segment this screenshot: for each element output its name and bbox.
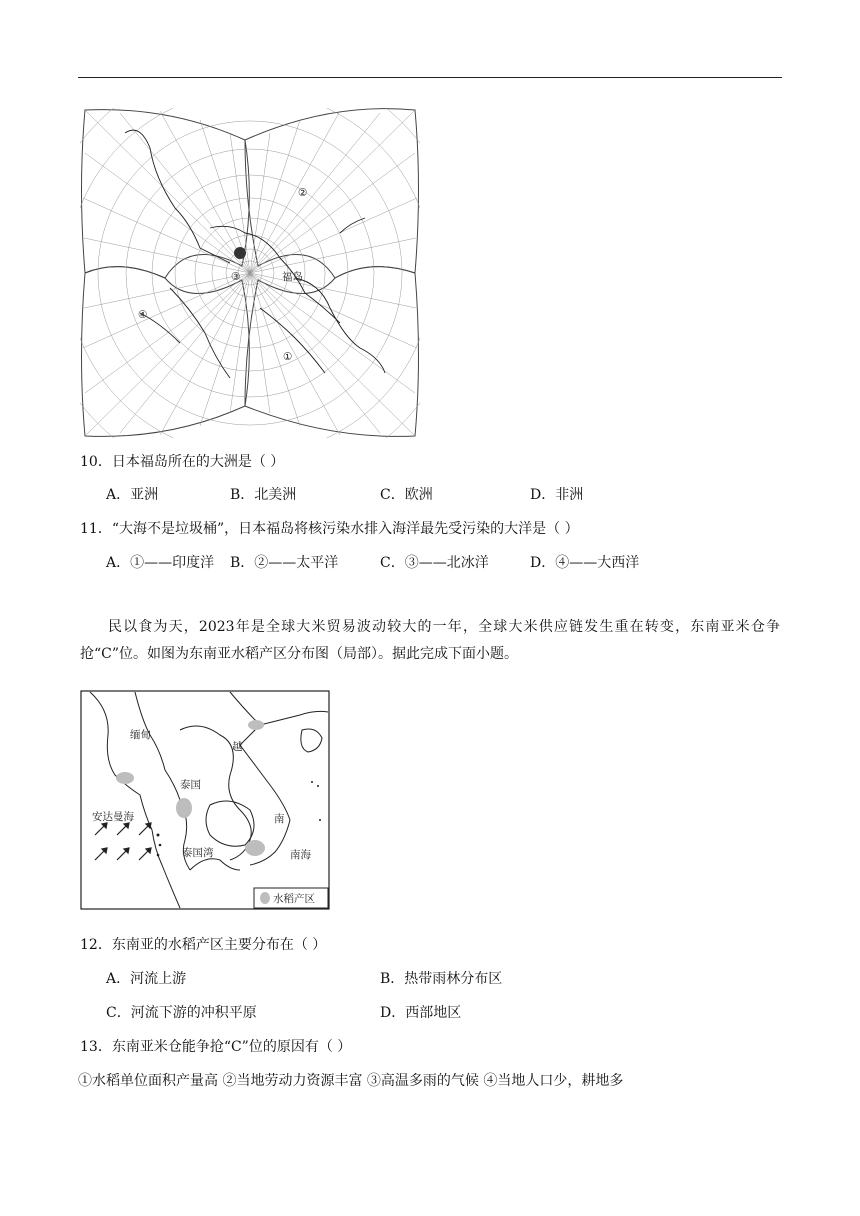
marker-4: ④ — [138, 309, 148, 321]
question-11-stem: 11．“大海不是垃圾桶”，日本福岛将核污染水排入海洋最先受污染的大洋是（ ） — [80, 521, 579, 537]
label-andaman-sea: 安达曼海 — [92, 811, 134, 823]
marker-1: ① — [283, 351, 293, 363]
butterfly-projection-map — [80, 108, 420, 438]
q12-option-b: B．热带雨林分布区 — [380, 971, 503, 987]
fukushima-label: 福岛 — [282, 271, 303, 283]
q10-option-a: A．亚洲 — [106, 487, 159, 503]
label-myanmar: 缅甸 — [130, 729, 151, 741]
q12-option-c: C．河流下游的冲积平原 — [106, 1005, 257, 1021]
header-rule — [78, 77, 782, 78]
legend-label: 水稻产区 — [273, 893, 315, 905]
label-vietnam: 越 — [232, 741, 243, 753]
marker-3: ③ — [231, 271, 241, 283]
q12-option-d: D．西部地区 — [380, 1005, 462, 1021]
q11-option-a: A．①——印度洋 — [106, 555, 215, 571]
southeast-asia-rice-map — [80, 690, 330, 910]
q10-option-c: C．欧洲 — [380, 487, 433, 503]
q11-option-c: C．③——北冰洋 — [380, 555, 489, 571]
question-13-choices: ①水稻单位面积产量高 ②当地劳动力资源丰富 ③高温多雨的气候 ④当地人口少，耕地多 — [78, 1073, 624, 1089]
reading-passage: 民以食为天，2023年是全球大米贸易波动较大的一年，全球大米供应链发生重在转变，东南亚米仓争抢“C”位。如图为东南亚水稻产区分布图（局部）。据此完成下面小题。 — [80, 619, 780, 662]
marker-2: ② — [298, 187, 308, 199]
q11-option-b: B．②——太平洋 — [230, 555, 339, 571]
q11-option-d: D．④——大西洋 — [530, 555, 640, 571]
label-thailand: 泰国 — [180, 779, 201, 791]
q12-option-a: A．河流上游 — [106, 971, 187, 987]
question-12-stem: 12．东南亚的水稻产区主要分布在（ ） — [80, 937, 327, 953]
legend-swatch — [260, 892, 270, 904]
q10-option-d: D．非洲 — [530, 487, 584, 503]
label-south: 南 — [274, 813, 285, 825]
label-gulf-of-thailand: 泰国湾 — [182, 847, 214, 859]
question-13-stem: 13．东南亚米仓能争抢“C”位的原因有（ ） — [80, 1039, 352, 1055]
label-south-sea: 南海 — [290, 849, 311, 861]
q10-option-b: B．北美洲 — [230, 487, 297, 503]
question-10-stem: 10．日本福岛所在的大洲是（ ） — [80, 454, 285, 470]
